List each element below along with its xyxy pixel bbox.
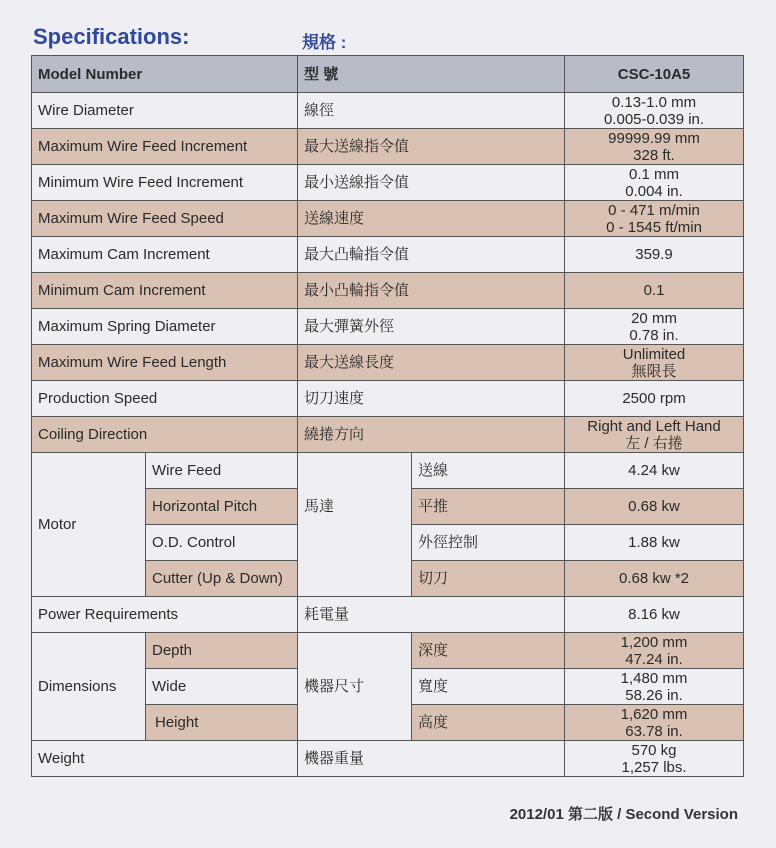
dimension-item-label: Height — [146, 705, 298, 741]
dimension-item-label-zh: 深度 — [412, 633, 565, 669]
spec-label-zh: 機器重量 — [298, 741, 565, 777]
spec-label: Power Requirements — [32, 597, 298, 633]
motor-item-value: 0.68 kw — [565, 489, 744, 525]
spec-label-zh: 最大送線指令值 — [298, 129, 565, 165]
motor-item-label-zh: 外徑控制 — [412, 525, 565, 561]
motor-item-value: 4.24 kw — [565, 453, 744, 489]
spec-value: 0 - 471 m/min 0 - 1545 ft/min — [565, 201, 744, 237]
spec-label: Maximum Wire Feed Length — [32, 345, 298, 381]
spec-value: 0.13-1.0 mm 0.005-0.039 in. — [565, 93, 744, 129]
spec-label: Coiling Direction — [32, 417, 298, 453]
table-row — [32, 417, 744, 453]
spec-label-zh: 最小凸輪指令值 — [298, 273, 565, 309]
table-header-row — [32, 56, 744, 93]
spec-label: Wire Diameter — [32, 93, 298, 129]
table-row — [32, 381, 744, 417]
motor-item-value: 0.68 kw *2 — [565, 561, 744, 597]
spec-value: Unlimited 無限長 — [565, 345, 744, 381]
dimension-item-label-zh: 高度 — [412, 705, 565, 741]
motor-label-zh: 馬達 — [298, 453, 412, 597]
spec-label-zh: 最小送線指令值 — [298, 165, 565, 201]
dimension-item-value: 1,480 mm 58.26 in. — [565, 669, 744, 705]
table-row — [32, 597, 744, 633]
table-row-motor — [32, 453, 744, 489]
table-row — [32, 129, 744, 165]
spec-label-zh: 耗電量 — [298, 597, 565, 633]
spec-label-zh: 送線速度 — [298, 201, 565, 237]
spec-value: Right and Left Hand 左 / 右捲 — [565, 417, 744, 453]
spec-label: Maximum Wire Feed Speed — [32, 201, 298, 237]
header-model-value: CSC-10A5 — [565, 56, 744, 93]
dimension-item-label: Depth — [146, 633, 298, 669]
motor-item-label: Horizontal Pitch — [146, 489, 298, 525]
spec-label: Minimum Cam Increment — [32, 273, 298, 309]
spec-label: Weight — [32, 741, 298, 777]
dimension-item-value: 1,200 mm 47.24 in. — [565, 633, 744, 669]
dimension-item-label: Wide — [146, 669, 298, 705]
table-row — [32, 741, 744, 777]
spec-value: 0.1 — [565, 273, 744, 309]
dimension-item-value: 1,620 mm 63.78 in. — [565, 705, 744, 741]
spec-label-zh: 線徑 — [298, 93, 565, 129]
spec-value: 570 kg 1,257 lbs. — [565, 741, 744, 777]
table-row — [32, 237, 744, 273]
motor-item-label: Wire Feed — [146, 453, 298, 489]
dimensions-label: Dimensions — [32, 633, 146, 741]
motor-item-label: Cutter (Up & Down) — [146, 561, 298, 597]
spec-value: 8.16 kw — [565, 597, 744, 633]
header-model-number: Model Number — [32, 56, 298, 93]
spec-label: Maximum Cam Increment — [32, 237, 298, 273]
motor-item-value: 1.88 kw — [565, 525, 744, 561]
spec-value: 359.9 — [565, 237, 744, 273]
spec-label-zh: 最大彈簧外徑 — [298, 309, 565, 345]
spec-label: Maximum Wire Feed Increment — [32, 129, 298, 165]
motor-item-label-zh: 切刀 — [412, 561, 565, 597]
page-title: Specifications: — [33, 24, 190, 49]
spec-value: 99999.99 mm 328 ft. — [565, 129, 744, 165]
spec-label: Production Speed — [32, 381, 298, 417]
table-row — [32, 345, 744, 381]
header-model-number-zh: 型 號 — [298, 56, 565, 93]
page-title-zh: 規格 : — [302, 33, 347, 52]
motor-label: Motor — [32, 453, 146, 597]
table-row — [32, 201, 744, 237]
spec-label-zh: 切刀速度 — [298, 381, 565, 417]
motor-item-label: O.D. Control — [146, 525, 298, 561]
spec-label: Maximum Spring Diameter — [32, 309, 298, 345]
motor-item-label-zh: 送線 — [412, 453, 565, 489]
motor-item-label-zh: 平推 — [412, 489, 565, 525]
spec-value: 20 mm 0.78 in. — [565, 309, 744, 345]
dimension-item-label-zh: 寬度 — [412, 669, 565, 705]
spec-value: 2500 rpm — [565, 381, 744, 417]
spec-label-zh: 最大凸輪指令值 — [298, 237, 565, 273]
table-row — [32, 165, 744, 201]
spec-label-zh: 繞捲方向 — [298, 417, 565, 453]
spec-label-zh: 最大送線長度 — [298, 345, 565, 381]
table-row — [32, 93, 744, 129]
dimensions-label-zh: 機器尺寸 — [298, 633, 412, 741]
table-row — [32, 309, 744, 345]
spec-label: Minimum Wire Feed Increment — [32, 165, 298, 201]
spec-value: 0.1 mm 0.004 in. — [565, 165, 744, 201]
table-row-dimensions — [32, 633, 744, 669]
table-row — [32, 273, 744, 309]
version-footer: 2012/01 第二版 / Second Version — [509, 806, 738, 823]
spec-table — [31, 55, 744, 777]
